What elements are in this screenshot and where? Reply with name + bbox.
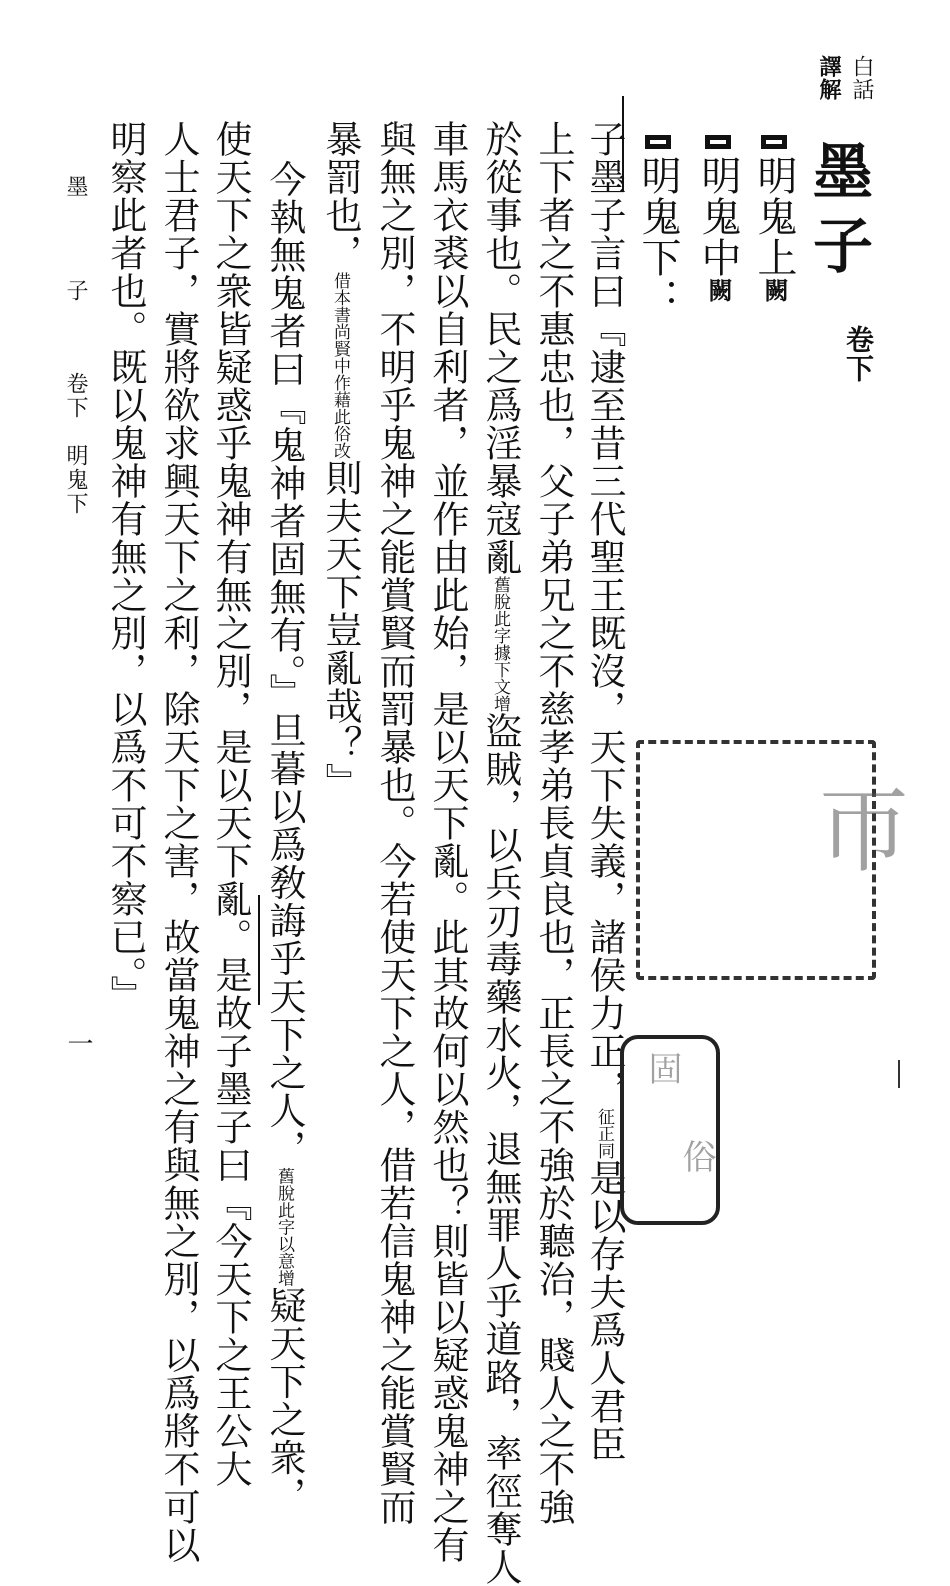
series-label-line1: 白話 — [849, 55, 874, 101]
seal-glyph: 帀 — [803, 784, 908, 874]
inline-note: 征正同 — [594, 1108, 614, 1159]
inline-note: 借本書尚賢中作藉此俗改 — [330, 272, 350, 459]
section-title: 明鬼上 — [751, 155, 797, 278]
section-ming-gui-zhong — [690, 135, 747, 303]
section-title: 明鬼中 — [695, 155, 741, 278]
text-column-5: 與無之別，不明乎鬼神之能賞賢而罰暴也。今若使天下之人，借若信鬼神之能賞賢而 — [373, 120, 416, 1526]
seal-glyph: 俗 — [676, 1139, 716, 1173]
inline-note: 舊脫此字據下文增 — [490, 576, 510, 712]
text-column-7: 今執無鬼者曰『鬼神者固無有。』旦暮以爲敎誨乎天下之人，舊脫此字以意增疑天下之衆， — [263, 160, 306, 1515]
paragraph-rule — [258, 895, 260, 1005]
section-marker-icon — [705, 135, 731, 149]
text-column-1: 子墨子言曰『逮至昔三代聖王既沒，天下失義，諸侯力正，征正同是以存夫爲人君臣 — [583, 120, 626, 1463]
section-marker-icon — [761, 135, 787, 149]
margin-mark — [898, 1060, 900, 1088]
text-column-10: 明察此者也。既以鬼神有無之別，以爲不可不察已。』 — [104, 120, 147, 1014]
text-column-6: 暴罰也，借本書尚賢中作藉此俗改則夫天下豈亂哉？』 — [319, 120, 362, 801]
inline-note: 舊脫此字以意增 — [274, 1167, 294, 1287]
section-title: 明鬼下： — [635, 155, 681, 319]
section-lacuna-note: 闕 — [760, 278, 789, 303]
text-column-4: 車馬衣裘以自利者，並作由此始，是以天下亂。此其故何以然也？則皆以疑惑鬼神之有 — [426, 120, 469, 1564]
seal-glyph: 固 — [642, 1051, 682, 1085]
footer-chapter: 卷下 明鬼下 — [63, 372, 88, 516]
section-ming-gui-xia — [630, 135, 687, 319]
text-column-3: 於從事也。民之爲淫暴寇亂舊脫此字據下文增盜賊，以兵刃毒藥水火，退無罪人乎道路，率徑奪人 — [479, 120, 522, 1586]
series-label-line2: 譯解 — [816, 55, 842, 101]
text-column-2: 上下者之不惠忠也，父子弟兄之不慈孝弟長貞良也，正長之不強於聽治，賤人之不強 — [532, 120, 575, 1526]
seal-stamp-oval — [620, 1035, 720, 1225]
text-column-8: 使天下之衆皆疑惑乎鬼神有無之別，是以天下亂。是故子墨子曰『今天下之王公大 — [209, 120, 252, 1488]
footer-book-title: 墨 子 — [63, 175, 88, 331]
page-number: 一 — [63, 1030, 93, 1057]
volume-label: 卷下 — [842, 325, 875, 383]
section-ming-gui-shang — [746, 135, 803, 303]
book-title: 墨子 — [803, 140, 873, 288]
seal-stamp-square — [636, 740, 908, 980]
text-column-9: 人士君子，實將欲求興天下之利，除天下之害，故當鬼神之有與無之別，以爲將不可以 — [157, 120, 200, 1564]
section-marker-icon — [645, 135, 671, 149]
section-lacuna-note: 闕 — [704, 278, 733, 303]
